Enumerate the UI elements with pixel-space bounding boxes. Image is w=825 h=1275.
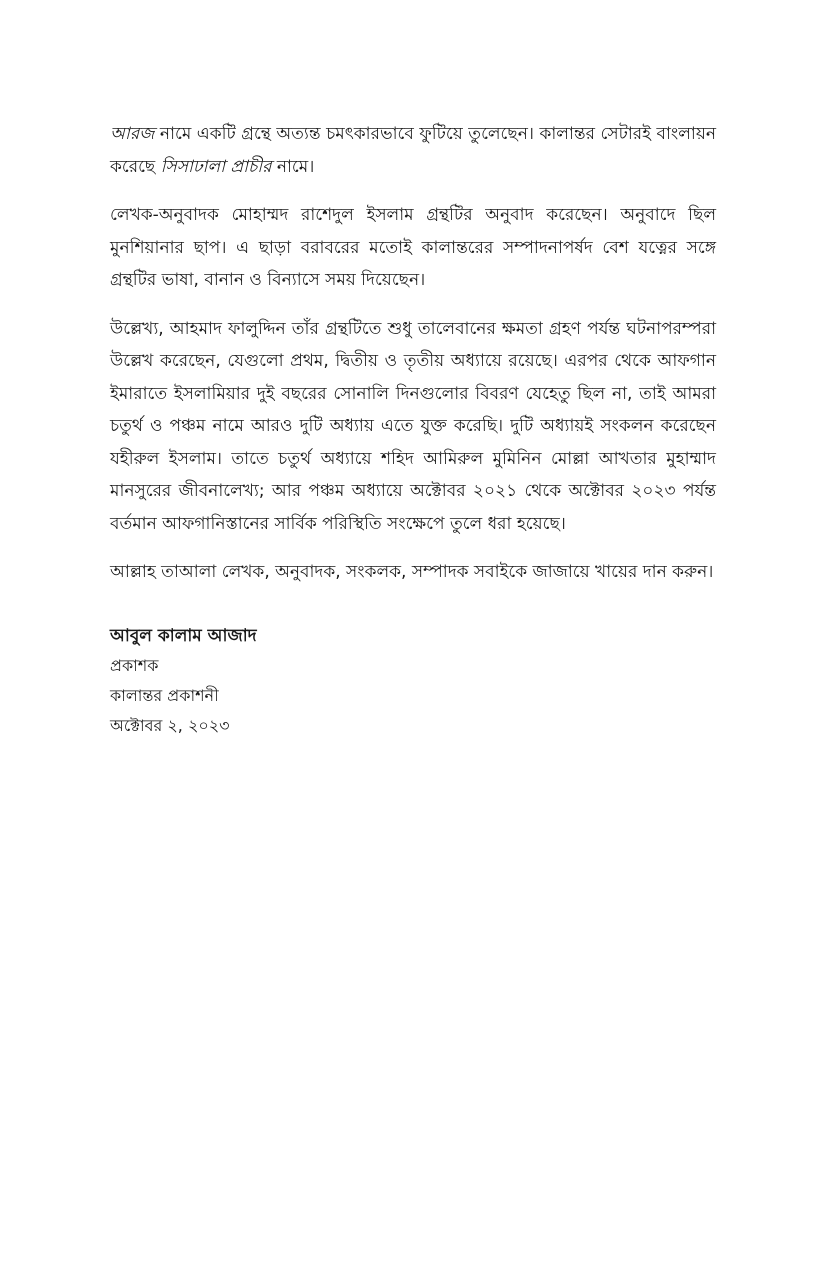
signature-role: প্রকাশক [110, 655, 159, 675]
signature-name: আবুল কালাম আজাদ [110, 625, 257, 646]
paragraph-4: আল্লাহ তাআলা লেখক, অনুবাদক, সংকলক, সম্পাদক সবাইকে জাজায়ে খায়ের দান করুন। [110, 562, 714, 582]
book-title-arabic: আরজ [110, 124, 155, 144]
paragraph-1-text-b: নামে। [271, 156, 315, 177]
book-title-bangla: সিসাঢালা প্রাচীর [160, 156, 272, 177]
document-page [110, 118, 716, 741]
signature-block [110, 621, 716, 741]
paragraph-2: লেখক-অনুবাদক মোহাম্মদ রাশেদুল ইসলাম গ্রন্থটির অনুবাদ করেছেন। অনুবাদে ছিল মুনশিয়ানার ছাপ। এ ছাড়া বরাবরের মতোই কালান্তরের সম্পাদনাপর্ষদ বেশ যত্নের সঙ্গে গ্রন্থটির ভাষা, বানান ও বিন্যাসে সময় দিয়েছেন। [110, 205, 716, 290]
paragraph-1-text-a: নামে একটি গ্রন্থে অত্যন্ত চমৎকারভাবে ফুটিয়ে তুলেছেন। কালান্তর সেটারই বাংলায়ন করেছে [110, 124, 716, 177]
signature-date: অক্টোবর ২, ২০২৩ [110, 715, 230, 735]
signature-org: কালান্তর প্রকাশনী [110, 685, 219, 705]
paragraph-3: উল্লেখ্য, আহমাদ ফালুদ্দিন তাঁর গ্রন্থটিতে শুধু তালেবানের ক্ষমতা গ্রহণ পর্যন্ত ঘটনাপরম্পরা উল্লেখ করেছেন, যেগুলো প্রথম, দ্বিতীয় ও তৃতীয় অধ্যায়ে রয়েছে। এরপর থেকে আফগান ইমারাতে ইসলামিয়ার দুই বছরের সোনালি দিনগুলোর বিবরণ যেহেতু ছিল না, তাই আমরা চতুর্থ ও পঞ্চম নামে আরও দুটি অধ্যায় এতে যুক্ত করেছি। দুটি অধ্যায়ই সংকলন করেছেন যহীরুল ইসলাম। তাতে চতুর্থ অধ্যায়ে শহিদ আমিরুল মুমিনিন মোল্লা আখতার মুহাম্মাদ মানসুরের জীবনালেখ্য; আর পঞ্চম অধ্যায়ে অক্টোবর ২০২১ থেকে অক্টোবর ২০২৩ পর্যন্ত বর্তমান আফগানিস্তানের সার্বিক পরিস্থিতি সংক্ষেপে তুলে ধরা হয়েছে। [110, 318, 716, 534]
paragraph-1 [110, 118, 716, 183]
